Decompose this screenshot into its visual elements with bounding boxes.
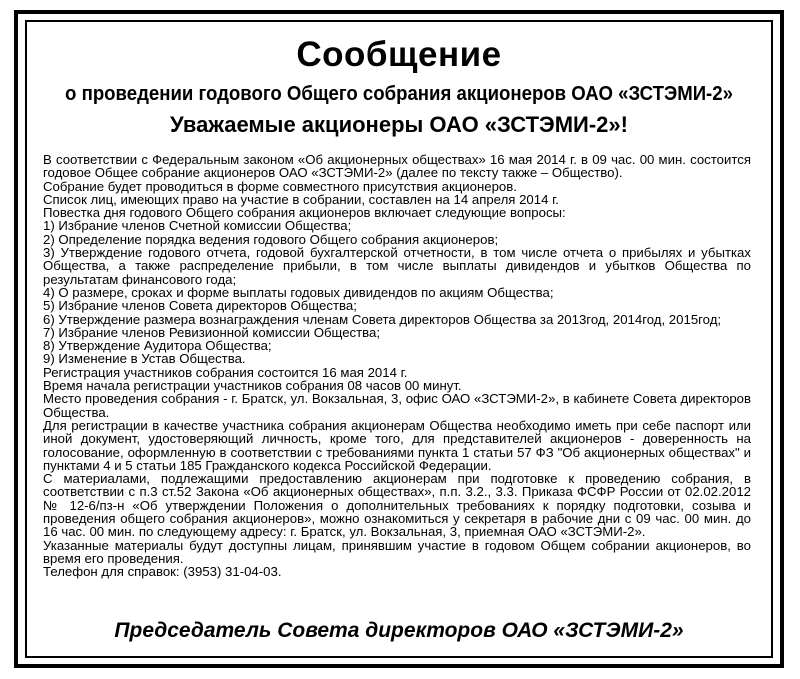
- notice-frame: [14, 10, 784, 668]
- agenda-item-8: 8) Утверждение Аудитора Общества;: [43, 338, 272, 354]
- paragraph-registration-time: Время начала регистрации участников собрания 08 часов 00 минут.: [43, 378, 462, 394]
- paragraph-materials-availability: Указанные материалы будут доступны лицам, принявшим участие в годовом Общем собрании акционеров, во время его проведения.: [43, 537, 751, 566]
- paragraph-registration-date: Регистрация участников собрания состоится 16 мая 2014 г.: [43, 364, 408, 380]
- agenda-item-4: 4) О размере, сроках и форме выплаты годовых дивидендов по акциям Общества;: [43, 284, 554, 300]
- agenda-item-2: 2) Определение порядка ведения годового Общего собрания акционеров;: [43, 231, 499, 247]
- paragraph-registration-requirements: Для регистрации в качестве участника собрания акционерам Общества необходимо иметь при себе паспорт или иной документ, удостоверяющий личность, кроме того, для представителей акционеров - доверенность на голосование, оформленную в соответствии с требованиями пункта 1 статьи 57 ФЗ "Об акционерных обществах" и пунктами 4 и 5 статьи 185 Гражданского кодекса Российской Федерации.: [43, 417, 751, 473]
- signature: Председатель Совета директоров ОАО «ЗСТЭМИ-2»: [114, 619, 684, 642]
- paragraph-agenda-heading: Повестка дня годового Общего собрания акционеров включает следующие вопросы:: [43, 205, 566, 221]
- agenda-item-6: 6) Утверждение размера вознаграждения членам Совета директоров Общества за 2013год, 2014год, 2015год;: [43, 311, 722, 327]
- notice-body: [43, 153, 751, 579]
- paragraph-materials: С материалами, подлежащими предоставлению акционерам при подготовке к проведению собрания, в соответствии с п.3 ст.52 Закона «Об акционерных обществах», п.п. 3.2., 3.3. Приказа ФСФР России от 02.02.2012 № 12-6/пз-н «Об утверждении Положения о дополнительных требованиях к порядку подготовки, созыва и проведения общего собрания акционеров», можно ознакомиться у секретаря в рабочие дни с 09 час. 00 мин. до 16 час. 00 мин. по следующему адресу: г. Братск, ул. Вокзальная, 3, приемная ОАО «ЗСТЭМИ-2».: [43, 471, 751, 540]
- agenda-item-5: 5) Избрание членов Совета директоров Общества;: [43, 298, 357, 314]
- agenda-item-3: 3) Утверждение годового отчета, годовой бухгалтерской отчетности, в том числе отчета о прибылях и убытках Общества, а также распределение прибыли, в том числе выплаты дивидендов и убытков Общества по результатам финансового года;: [43, 245, 751, 287]
- paragraph-form: Собрание будет проводиться в форме совместного присутствия акционеров.: [43, 178, 517, 194]
- agenda-item-7: 7) Избрание членов Ревизионной комиссии Общества;: [43, 324, 381, 340]
- paragraph-phone: Телефон для справок: (3953) 31-04-03.: [43, 564, 282, 580]
- notice-subtitle: о проведении годового Общего собрания акционеров ОАО «ЗСТЭМИ-2»: [65, 83, 733, 105]
- notice-greeting: Уважаемые акционеры ОАО «ЗСТЭМИ-2»!: [170, 112, 628, 137]
- agenda-item-1: 1) Избрание членов Счетной комиссии Общества;: [43, 218, 352, 234]
- notice-title: Сообщение: [296, 35, 502, 74]
- agenda-item-9: 9) Изменение в Устав Общества.: [43, 351, 246, 367]
- paragraph-intro: В соответствии с Федеральным законом «Об акционерных обществах» 16 мая 2014 г. в 09 час. 00 мин. состоится годовое Общее собрание акционеров ОАО «ЗСТЭМИ-2» (далее по тексту также – Общество).: [43, 152, 751, 181]
- notice-inner-border: [25, 20, 773, 658]
- paragraph-venue: Место проведения собрания - г. Братск, ул. Вокзальная, 3, офис ОАО «ЗСТЭМИ-2», в кабинете Совета директоров Общества.: [43, 391, 751, 420]
- paragraph-list-date: Список лиц, имеющих право на участие в собрании, составлен на 14 апреля 2014 г.: [43, 191, 559, 207]
